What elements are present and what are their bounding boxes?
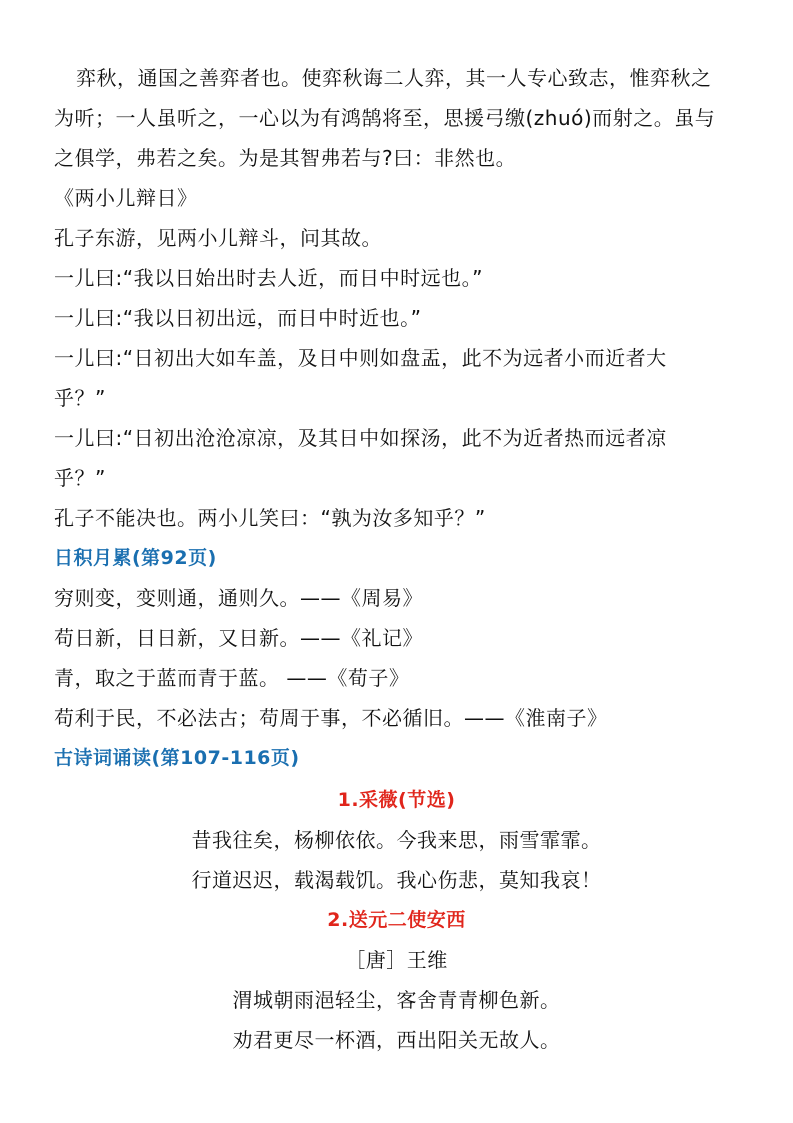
poem-line: 劝君更尽一杯酒，西出阳关无故人。 [232, 1028, 561, 1052]
liangxiaoer-line: 一儿曰:“我以日初出远，而日中时近也。” [54, 306, 422, 330]
liangxiaoer-title: 《两小儿辩日》 [54, 186, 198, 210]
poem-line: 渭城朝雨浥轻尘，客舍青青柳色新。 [232, 988, 561, 1012]
poem-title-caiwei: 1.采薇(节选) [337, 789, 456, 811]
rijiyuelei-quote: 苟日新，日日新，又日新。——《礼记》 [54, 626, 423, 650]
liangxiaoer-line: 孔子不能决也。两小儿笑曰：“孰为汝多知乎？” [54, 506, 486, 530]
liangxiaoer-line: 一儿曰:“日初出大如车盖，及日中则如盘盂，此不为远者小而近者大 [54, 346, 667, 370]
poem-line: 行道迟迟，载渴载饥。我心伤悲，莫知我哀！ [191, 868, 602, 892]
poem-title-songyuaner: 2.送元二使安西 [327, 909, 466, 931]
rijiyuelei-heading: 日积月累(第92页) [54, 547, 217, 569]
yiqiu-line-1: 弈秋，通国之善弈者也。使弈秋诲二人弈，其一人专心致志，惟弈秋之 [76, 66, 712, 90]
rijiyuelei-quote: 穷则变，变则通，通则久。——《周易》 [54, 586, 423, 610]
rijiyuelei-quote: 苟利于民，不必法古；苟周于事，不必循旧。——《淮南子》 [54, 706, 608, 730]
poem-author: ［唐］王维 [345, 948, 448, 972]
yiqiu-line-2: 为听；一人虽听之，一心以为有鸿鹄将至，思援弓缴(zhuó)而射之。虽与 [54, 106, 716, 130]
rijiyuelei-quote: 青，取之于蓝而青于蓝。 ——《荀子》 [54, 666, 410, 690]
liangxiaoer-line: 一儿曰:“日初出沧沧凉凉，及其日中如探汤，此不为近者热而远者凉 [54, 426, 667, 450]
yiqiu-line-3: 之俱学，弗若之矣。为是其智弗若与?曰：非然也。 [54, 146, 517, 170]
liangxiaoer-line: 乎？” [54, 386, 106, 410]
liangxiaoer-line: 孔子东游，见两小儿辩斗，问其故。 [54, 226, 382, 250]
gushici-heading: 古诗词诵读(第107-116页) [54, 747, 300, 769]
liangxiaoer-line: 一儿曰:“我以日始出时去人近，而日中时远也。” [54, 266, 483, 290]
poem-line: 昔我往矣，杨柳依依。今我来思，雨雪霏霏。 [191, 828, 602, 852]
liangxiaoer-line: 乎？” [54, 466, 106, 490]
